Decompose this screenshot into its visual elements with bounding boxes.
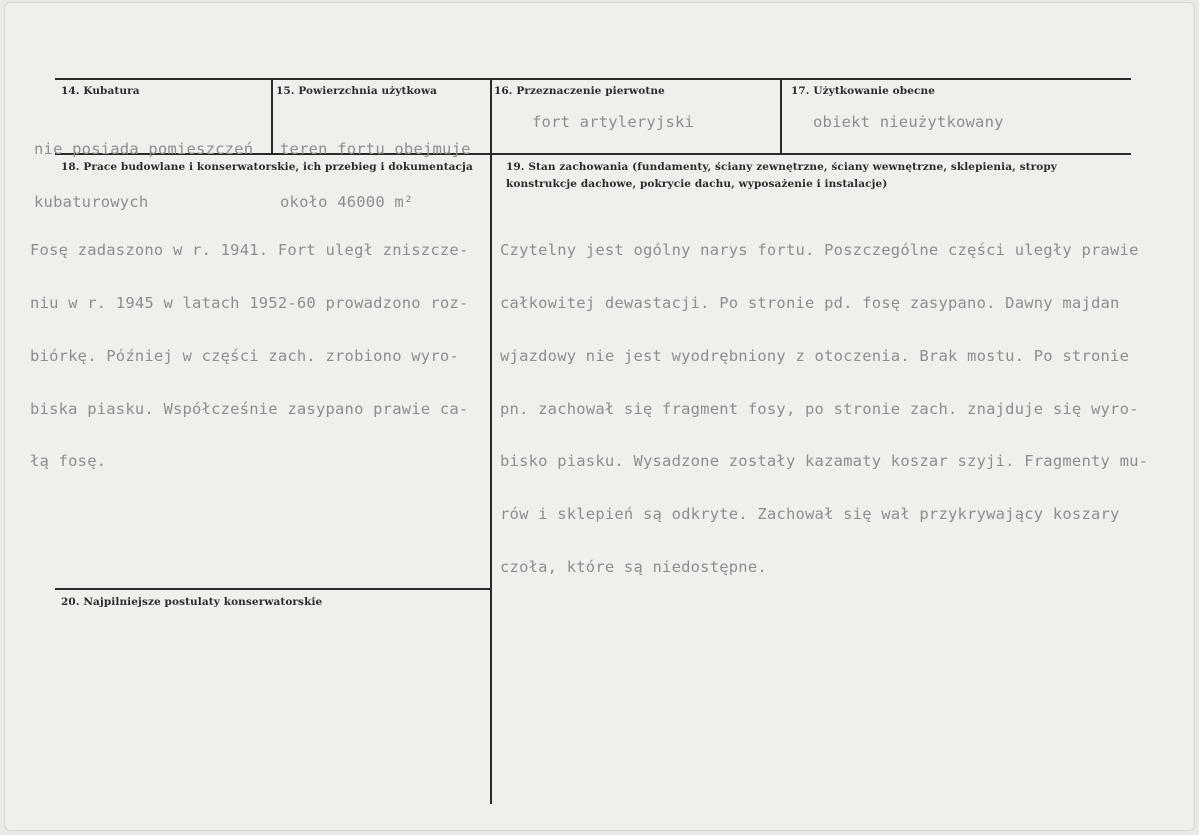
rule-above-20: [55, 588, 490, 590]
divider-15-16: [490, 79, 492, 153]
field-18-line-5: łą fosę.: [30, 452, 107, 471]
field-14-label: 14. Kubatura: [61, 85, 140, 97]
field-17-label: 17. Użytkowanie obecne: [791, 85, 936, 97]
field-17-value: obiekt nieużytkowany: [813, 113, 1004, 131]
field-18-line-4: biska piasku. Współcześnie zasypano prawie ca-: [30, 399, 469, 418]
field-19-line-6: rów i sklepień są odkryte. Zachował się wał przykrywający koszary: [500, 505, 1120, 524]
field-14-line-2: kubaturowych: [34, 192, 149, 211]
field-16-value: fort artyleryjski: [532, 113, 695, 131]
field-18-value: [30, 207, 468, 489]
field-18-line-1: Fosę zadaszono w r. 1941. Fort uległ zniszcze-: [30, 241, 469, 260]
field-19-line-1: Czytelny jest ogólny narys fortu. Poszczególne części uległy prawie: [500, 241, 1139, 260]
field-15-line-2: około 46000 m²: [280, 192, 414, 211]
field-19-line-3: wjazdowy nie jest wyodrębniony z otoczenia. Brak mostu. Po stronie: [500, 346, 1130, 365]
field-16-label: 16. Przeznaczenie pierwotne: [494, 85, 665, 97]
field-19-value: [500, 207, 1148, 594]
field-20-label: 20. Najpilniejsze postulaty konserwatorskie: [61, 596, 323, 608]
field-19-line-4: pn. zachował się fragment fosy, po stronie zach. znajduje się wyro-: [500, 399, 1139, 418]
field-19-label-line-2: konstrukcje dachowe, pokrycie dachu, wyposażenie i instalacje): [506, 178, 888, 190]
field-19-line-2: całkowitej dewastacji. Po stronie pd. fosę zasypano. Dawny majdan: [500, 293, 1120, 312]
divider-14-15: [271, 79, 273, 153]
divider-18-19: [490, 154, 492, 804]
field-15-line-1: teren fortu obejmuje: [280, 140, 471, 159]
field-19-label-line-1: 19. Stan zachowania (fundamenty, ściany zewnętrzne, ściany wewnętrzne, sklepienia, stropy: [506, 161, 1057, 173]
field-18-line-3: biórkę. Później w części zach. zrobiono wyro-: [30, 346, 459, 365]
field-14-line-1: nie posiada pomieszczeń: [34, 140, 254, 159]
field-19-line-5: bisko piasku. Wysadzone zostały kazamaty koszar szyji. Fragmenty mu-: [500, 452, 1149, 471]
field-19-line-7: czoła, które są niedostępne.: [500, 557, 767, 576]
field-15-label: 15. Powierzchnia użytkowa: [276, 85, 438, 97]
top-rule: [55, 78, 1131, 80]
field-19-label: [506, 159, 1057, 193]
divider-16-17: [780, 79, 782, 153]
field-18-line-2: niu w r. 1945 w latach 1952-60 prowadzono roz-: [30, 293, 469, 312]
field-18-label: 18. Prace budowlane i konserwatorskie, ich przebieg i dokumentacja: [61, 161, 473, 173]
